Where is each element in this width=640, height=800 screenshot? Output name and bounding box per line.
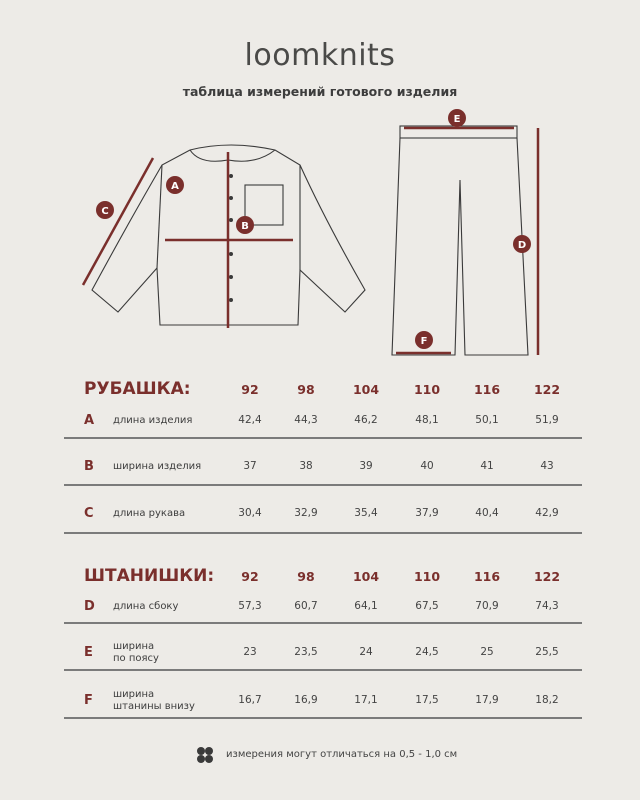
size-header-116: 116 (473, 569, 501, 584)
cell-value: 70,9 (475, 600, 499, 612)
marker-e: E (453, 114, 461, 125)
cell-value: 46,2 (354, 414, 378, 426)
row-divider (64, 437, 582, 439)
row-divider (64, 669, 582, 671)
cell-value: 40 (420, 460, 434, 472)
cell-value: 16,7 (238, 694, 262, 706)
cell-value: 25,5 (535, 646, 559, 658)
row-letter: F (84, 693, 93, 708)
marker-a: A (171, 181, 179, 192)
cell-value: 35,4 (354, 507, 378, 519)
footnote: измерения могут отличаться на 0,5 - 1,0 см (226, 749, 458, 760)
size-header-98: 98 (297, 569, 315, 584)
size-header-92: 92 (241, 569, 259, 584)
row-divider (64, 532, 582, 534)
cell-value: 48,1 (415, 414, 439, 426)
marker-badges (96, 109, 531, 349)
size-header-104: 104 (352, 569, 380, 584)
size-header-122: 122 (533, 382, 561, 397)
cell-value: 74,3 (535, 600, 559, 612)
marker-d: D (517, 240, 527, 251)
cell-value: 43 (540, 460, 554, 472)
cell-value: 16,9 (294, 694, 318, 706)
cell-value: 42,4 (238, 414, 262, 426)
marker-c: C (101, 206, 109, 217)
cell-value: 42,9 (535, 507, 559, 519)
shirt-title: РУБАШКА: (84, 379, 191, 399)
row-divider (64, 622, 582, 624)
cell-value: 51,9 (535, 414, 559, 426)
row-letter: B (84, 459, 94, 474)
cell-value: 32,9 (294, 507, 318, 519)
row-label: ширина изделия (113, 461, 202, 472)
brand-logo: loomknits (244, 38, 396, 73)
cell-value: 23 (243, 646, 257, 658)
size-header-122: 122 (533, 569, 561, 584)
cell-value: 60,7 (294, 600, 318, 612)
cell-value: 38 (299, 460, 313, 472)
cell-value: 40,4 (475, 507, 499, 519)
size-header-104: 104 (352, 382, 380, 397)
cell-value: 24 (359, 646, 373, 658)
size-header-92: 92 (241, 382, 259, 397)
marker-f: F (420, 336, 428, 347)
clover-icon (196, 746, 214, 764)
row-label: длина рукава (113, 508, 186, 519)
cell-value: 23,5 (294, 646, 318, 658)
row-letter: E (84, 645, 93, 660)
cell-value: 18,2 (535, 694, 559, 706)
garment-illustrations (0, 100, 640, 370)
cell-value: 67,5 (415, 600, 439, 612)
pants-title: ШТАНИШКИ: (84, 566, 215, 586)
row-label: ширина по поясу (113, 641, 159, 664)
cell-value: 64,1 (354, 600, 378, 612)
measurement-arrows (83, 128, 538, 355)
cell-value: 17,1 (354, 694, 378, 706)
cell-value: 25 (480, 646, 494, 658)
pants-illustration (392, 126, 528, 355)
cell-value: 50,1 (475, 414, 499, 426)
cell-value: 39 (359, 460, 373, 472)
cell-value: 17,5 (415, 694, 439, 706)
row-label: длина сбоку (113, 601, 179, 612)
row-letter: D (84, 599, 95, 614)
size-header-110: 110 (413, 569, 441, 584)
size-header-98: 98 (297, 382, 315, 397)
cell-value: 41 (480, 460, 494, 472)
row-letter: C (84, 506, 94, 521)
page-subtitle: таблица измерений готового изделия (182, 84, 458, 99)
cell-value: 17,9 (475, 694, 499, 706)
cell-value: 30,4 (238, 507, 262, 519)
cell-value: 37,9 (415, 507, 439, 519)
cell-value: 24,5 (415, 646, 439, 658)
row-letter: A (84, 413, 95, 428)
row-label: длина изделия (113, 415, 193, 426)
cell-value: 57,3 (238, 600, 262, 612)
row-label: ширина штанины внизу (113, 689, 195, 712)
marker-b: B (241, 221, 249, 232)
cell-value: 37 (243, 460, 257, 472)
size-header-110: 110 (413, 382, 441, 397)
cell-value: 44,3 (294, 414, 318, 426)
row-divider (64, 484, 582, 486)
size-header-116: 116 (473, 382, 501, 397)
row-divider (64, 717, 582, 719)
